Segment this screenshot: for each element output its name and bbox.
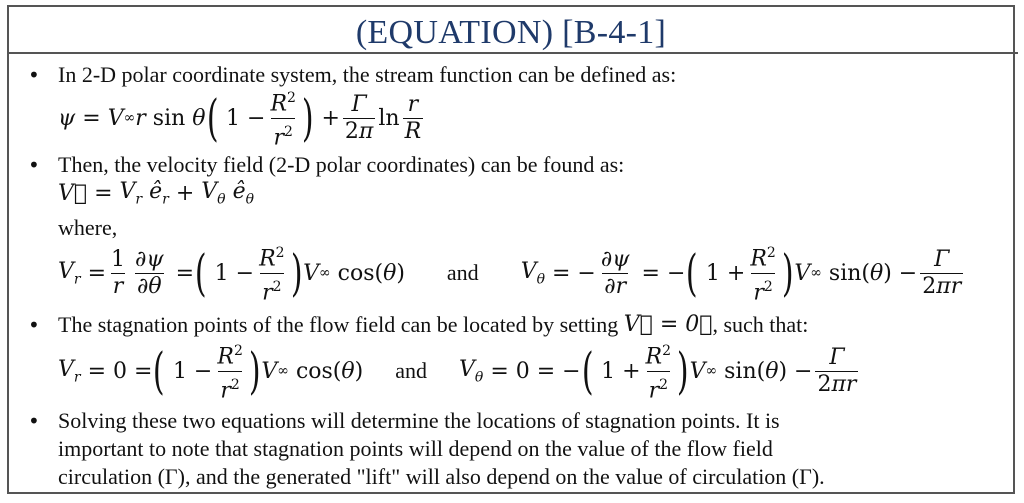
bullet-text-3-suffix: , such that: (712, 312, 809, 337)
zero-vector-condition: V⃗ = 0⃗ (623, 312, 713, 337)
velocity-vector-equation: V⃗ = $V_r$ $ê_r$ + $V_\theta$ $ê_\theta$ (58, 178, 255, 208)
velocity-components-equation: $V_r$ = $\frac{1}{r}$ $\frac{\partial\psi}{\partial\theta}$ = ( 1 − $\frac{R^2}{r^2}$ ) V ∞ cos( θ ) and $V_\theta$ = − $\frac{\partial\psi}{\partial r}$ = − ( 1 + $\frac{R^2}{r^2}$ ) V ∞ sin( θ ) − $\frac{\Gamma}{2\pi r}$ (58, 244, 962, 305)
bullet-dot: • (28, 313, 40, 337)
stagnation-equations: $V_r$ = 0 = ( 1 − $\frac{R^2}{r^2}$ ) V ∞ cos( θ ) and $V_\theta$ = 0 = − ( 1 + $\frac{R^2}{r^2}$ ) V ∞ sin( θ ) − $\frac{\Gamma}{2\pi r}$ (58, 342, 857, 403)
bullet-text-3 (58, 312, 808, 338)
bullet-text-3-main: The stagnation points of the flow field can be located by setting (58, 312, 619, 337)
where-label: where, (58, 215, 118, 240)
bullet-dot: • (28, 63, 40, 87)
closing-line-2: circulation (Γ), and the generated "lift" will also depend on the value of circulation (Γ). (58, 464, 825, 489)
bullet-text-1: In 2-D polar coordinate system, the stream function can be defined as: (58, 62, 677, 87)
page-title: (EQUATION) [B-4-1] (355, 14, 667, 51)
and-label: and (395, 358, 427, 383)
bullet-dot: • (28, 409, 40, 433)
bullet-text-2: Then, the velocity field (2-D polar coordinates) can be found as: (58, 152, 625, 177)
closing-line-1: important to note that stagnation points will depend on the value of the flow field (58, 436, 773, 461)
bullet-dot: • (28, 153, 40, 177)
stream-function-equation: ψ = V ∞ r sin θ ( 1 − $\frac{R^2}{r^2}$ ) + $\frac{\Gamma}{2\pi}$ ln $\frac{r}{R}$ (58, 89, 422, 150)
bullet-text-4: Solving these two equations will determine the locations of stagnation points. It is (58, 408, 780, 433)
and-label: and (446, 260, 479, 285)
title-divider (8, 52, 1018, 54)
